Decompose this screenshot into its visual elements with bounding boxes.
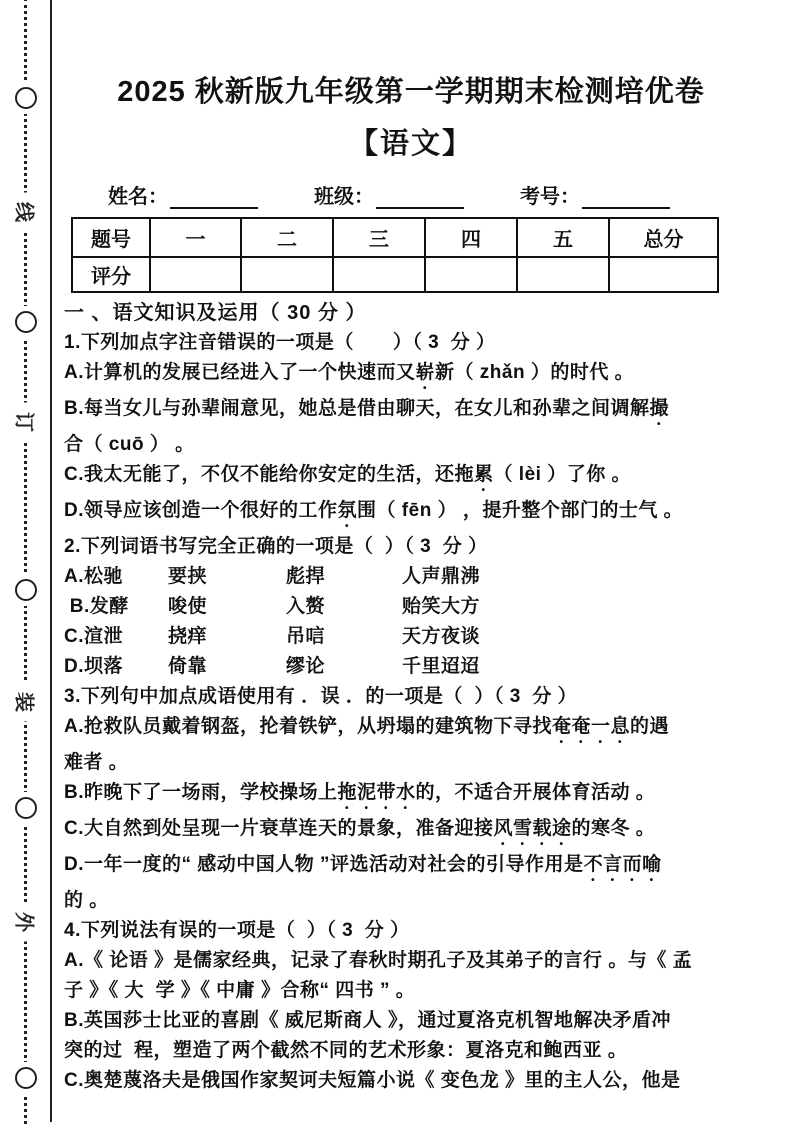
student-field	[314, 180, 464, 209]
score-table-header-row	[72, 218, 718, 257]
score-table	[71, 217, 719, 293]
exam-text-line	[64, 460, 758, 496]
circle-icon	[15, 87, 37, 109]
page-subtitle: 【语文】	[348, 128, 473, 160]
score-row-cell	[241, 257, 333, 292]
text-segment: B.英国莎士比亚的喜剧《 威尼斯商人 》，通过夏洛克机智地解决矛盾冲	[64, 1010, 672, 1031]
circle-icon	[15, 797, 37, 819]
text-segment: B.每当女儿与孙辈闹意见，她总是借由聊天，在女儿和孙辈之间调解	[64, 398, 650, 419]
exam-text-line	[64, 592, 758, 622]
binding-hole-circle	[13, 1062, 39, 1094]
word-option: A.松驰	[64, 566, 124, 587]
score-table-header-cell: 总分	[609, 218, 718, 257]
text-segment: A.抢救队员戴着钢盔，抡着铁铲，从坍塌的建筑物下寻找	[64, 716, 553, 737]
student-field-blank	[170, 187, 258, 209]
binding-line-label	[13, 903, 39, 942]
student-field-blank	[376, 187, 464, 209]
text-segment: 子 》《 大 学 》《 中庸 》合称“ 四书 ” 。	[64, 980, 416, 1001]
text-segment: 的 。	[64, 890, 109, 911]
binding-hole-circle	[13, 792, 39, 824]
word-option: 贻笑大方	[402, 596, 481, 617]
score-row-cell	[150, 257, 241, 292]
emphasized-word: 奄奄一息	[552, 716, 631, 737]
emphasized-word: 拖泥带水	[337, 782, 416, 803]
question-body	[64, 328, 758, 1096]
exam-text-line	[64, 652, 758, 682]
word-option: B.发酵	[64, 596, 129, 617]
text-segment: 的，不适合开展体育活动 。	[415, 782, 656, 803]
text-segment: 4.下列说法有误的一项是（ ）（ 3 分 ）	[64, 920, 410, 941]
text-segment: 2.下列词语书写完全正确的一项是（ ）（ 3 分 ）	[64, 536, 488, 557]
score-row-cell	[609, 257, 718, 292]
circle-icon	[15, 1067, 37, 1089]
emphasized-word: 氛	[337, 500, 358, 521]
score-table-header-cell: 五	[517, 218, 609, 257]
word-option: 唆使	[168, 596, 208, 617]
word-option: 彪捍	[286, 566, 326, 587]
text-segment: C.大自然到处呈现一片衰草连天的景象，准备迎接	[64, 818, 494, 839]
binding-line-char: 装	[12, 692, 35, 712]
exam-text-line	[64, 916, 758, 946]
text-segment: D.领导应该创造一个很好的工作	[64, 500, 338, 521]
binding-solid-line	[50, 0, 52, 1122]
binding-line-char: 订	[12, 412, 35, 432]
binding-hole-circle	[13, 306, 39, 338]
binding-dotted-line	[24, 0, 27, 1124]
score-row-label: 评分	[72, 257, 150, 292]
text-segment: 的遇	[630, 716, 670, 737]
student-field-label: 姓名：	[108, 186, 168, 208]
text-segment: 突的过 程，塑造了两个截然不同的艺术形象：夏洛克和鲍西亚 。	[64, 1040, 628, 1061]
emphasized-word: 撮	[649, 398, 670, 419]
emphasized-word: 风雪载途	[493, 818, 572, 839]
emphasized-word: 崭	[415, 362, 436, 383]
word-option: 缪论	[286, 656, 326, 677]
word-option: 入赘	[286, 596, 326, 617]
text-segment: 的寒冬 。	[571, 818, 656, 839]
score-row-cell	[425, 257, 517, 292]
exam-text-line	[64, 562, 758, 592]
exam-text-line	[64, 430, 758, 460]
word-option: 天方夜谈	[402, 626, 481, 647]
binding-hole-circle	[13, 82, 39, 114]
exam-text-line	[64, 682, 758, 712]
exam-text-line	[64, 394, 758, 430]
word-option: 挠痒	[168, 626, 208, 647]
section-heading: 一 、语文知识及运用（ 30 分 ）	[64, 302, 367, 324]
score-table-header-cell: 四	[425, 218, 517, 257]
student-field-blank	[582, 187, 670, 209]
text-segment: 1.下列加点字注音错误的一项是（ ）（ 3 分 ）	[64, 332, 496, 353]
exam-text-line	[64, 1036, 758, 1066]
binding-line-label	[13, 683, 39, 722]
exam-text-line	[64, 976, 758, 1006]
exam-text-line	[64, 850, 758, 886]
student-field-label: 考号：	[520, 186, 580, 208]
page-title: 2025 秋新版九年级第一学期期末检测培优卷	[117, 76, 705, 108]
binding-line-label	[13, 193, 39, 232]
text-segment: 围（ fēn ） ，提升整个部门的士气 。	[357, 500, 684, 521]
word-option: 千里迢迢	[402, 656, 481, 677]
score-table-header-cell: 题号	[72, 218, 150, 257]
text-segment: C.我太无能了，不仅不能给你安定的生活，还拖	[64, 464, 475, 485]
exam-text-line	[64, 358, 758, 394]
exam-text-line	[64, 496, 758, 532]
word-option: 人声鼎沸	[402, 566, 481, 587]
circle-icon	[15, 579, 37, 601]
word-option: C.渲泄	[64, 626, 124, 647]
student-info-row	[108, 180, 758, 209]
student-field-label: 班级：	[314, 186, 374, 208]
binding-line-label	[13, 403, 39, 442]
score-table-score-row	[72, 257, 718, 292]
text-segment: B.昨晚下了一场雨，学校操场上	[64, 782, 338, 803]
exam-text-line	[64, 778, 758, 814]
word-option: 要挟	[168, 566, 208, 587]
exam-text-line	[64, 814, 758, 850]
score-table-header-cell: 一	[150, 218, 241, 257]
exam-text-line	[64, 1006, 758, 1036]
word-option: 倚靠	[168, 656, 208, 677]
exam-text-line	[64, 712, 758, 748]
binding-line-char: 线	[12, 202, 35, 222]
exam-content	[64, 72, 758, 1096]
text-segment: A.《 论语 》是儒家经典，记录了春秋时期孔子及其弟子的言行 。与《 孟	[64, 950, 693, 971]
text-segment: 3.下列句中加点成语使用有 ．误 ．的一项是（ ）（ 3 分 ）	[64, 686, 578, 707]
emphasized-word: 累	[474, 464, 494, 485]
exam-text-line	[64, 1066, 758, 1096]
circle-icon	[15, 311, 37, 333]
exam-text-line	[64, 946, 758, 976]
text-segment: 难者 。	[64, 752, 129, 773]
text-segment: D.一年一度的“ 感动中国人物 ”评选活动对社会的引导作用是	[64, 854, 584, 875]
text-segment: 新（ zhǎn ）的时代 。	[435, 362, 635, 383]
text-segment: A.计算机的发展已经进入了一个快速而又	[64, 362, 416, 383]
score-row-cell	[517, 257, 609, 292]
binding-line-char: 外	[12, 912, 35, 932]
exam-text-line	[64, 748, 758, 778]
exam-text-line	[64, 532, 758, 562]
word-option: 吊唁	[286, 626, 326, 647]
text-segment: 合（ cuō ） 。	[64, 434, 195, 455]
text-segment: C.奥楚蔑洛夫是俄国作家契诃夫短篇小说《 变色龙 》里的主人公，他是	[64, 1070, 681, 1091]
student-field	[520, 180, 670, 209]
score-table-header-cell: 二	[241, 218, 333, 257]
text-segment: （ lèi ）了你 。	[493, 464, 631, 485]
score-row-cell	[333, 257, 425, 292]
exam-text-line	[64, 622, 758, 652]
student-field	[108, 180, 258, 209]
emphasized-word: 不言而喻	[583, 854, 662, 875]
score-table-header-cell: 三	[333, 218, 425, 257]
exam-text-line	[64, 886, 758, 916]
exam-text-line	[64, 328, 758, 358]
binding-hole-circle	[13, 574, 39, 606]
word-option: D.坝落	[64, 656, 124, 677]
